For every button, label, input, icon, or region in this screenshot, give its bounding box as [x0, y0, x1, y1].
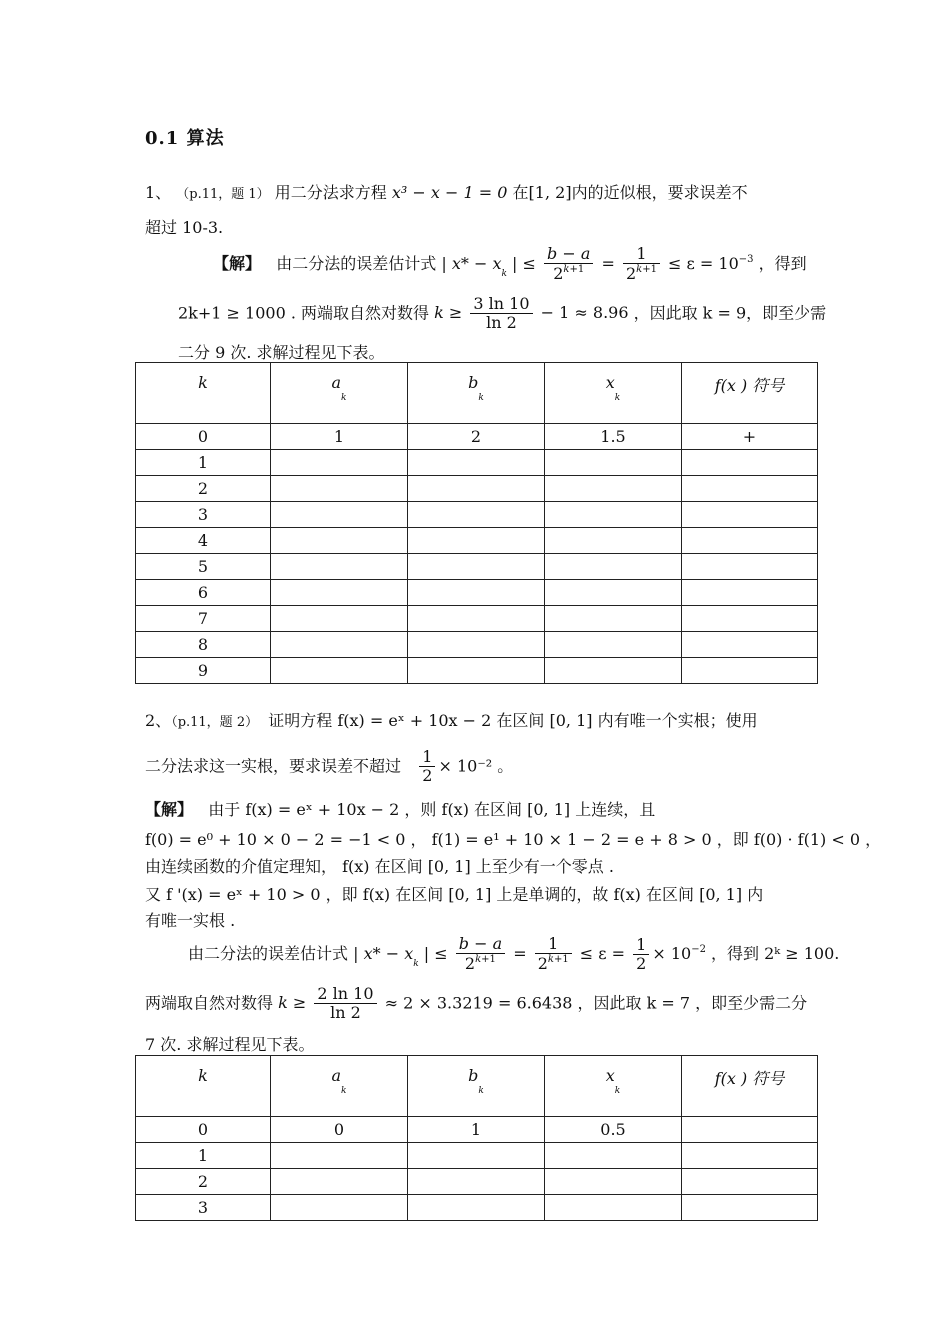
- solution-label-2: 【解】: [145, 800, 194, 819]
- section-title: 0.1 算法: [145, 128, 225, 149]
- solution-2-line6-a: 由二分法的误差估计式: [188, 943, 349, 963]
- solution-2-text-1: 由于 f(x) = eˣ + 10x − 2 ，则 f(x) 在区间 [0, 1] 上连续，且: [208, 800, 656, 819]
- header-a: $a_k$: [271, 363, 408, 424]
- solution-2-line6-b: ，得到 2ᵏ ≥ 100.: [711, 943, 840, 963]
- table-cell: [408, 1169, 545, 1195]
- table-cell: [408, 554, 545, 580]
- problem-1-text-a: 用二分法求方程: [274, 183, 387, 202]
- table-row: [136, 554, 818, 580]
- header-x-label: x: [605, 1066, 615, 1085]
- table-row: [136, 632, 818, 658]
- table-cell: 3: [136, 1195, 271, 1221]
- problem-1-line-1: [145, 180, 748, 203]
- table-cell: [408, 528, 545, 554]
- problem-2-text-a: 证明方程 f(x) = eˣ + 10x − 2 在区间 [0, 1] 内有唯一个实根；使用: [268, 711, 758, 730]
- table-cell: [271, 450, 408, 476]
- table-cell: 8: [136, 632, 271, 658]
- header-k: k: [136, 363, 271, 424]
- problem-2-line-2: [145, 748, 513, 786]
- table-cell: [271, 554, 408, 580]
- table-row: [136, 658, 818, 684]
- table-cell: [408, 632, 545, 658]
- table-cell: [682, 632, 818, 658]
- solution-label-1: 【解】: [213, 253, 262, 273]
- table-cell: 2: [136, 476, 271, 502]
- table-cell: 4: [136, 528, 271, 554]
- table-row: [136, 1169, 818, 1195]
- table-cell: [682, 1195, 818, 1221]
- header-sign-label: f(x ) 符号: [714, 376, 785, 395]
- solution-1-text: 由二分法的误差估计式: [276, 253, 437, 273]
- table-cell: [545, 1169, 682, 1195]
- table-cell: [545, 632, 682, 658]
- table-1-header-row: [136, 363, 818, 424]
- table-cell: [545, 658, 682, 684]
- table-row: [136, 476, 818, 502]
- table-cell: [271, 1143, 408, 1169]
- header-a-label: a: [331, 373, 342, 392]
- table-cell: [545, 606, 682, 632]
- problem-2-solution-line-6: [188, 935, 839, 974]
- table-cell: [682, 658, 818, 684]
- table-cell: 2: [408, 424, 545, 450]
- solution-1-line2-a: 2k+1 ≥ 1000 . 两端取自然对数得: [178, 303, 430, 323]
- table-cell: [682, 1143, 818, 1169]
- problem-2-solution-line-1: [145, 797, 655, 820]
- problem-1-text-b: 在[1, 2]内的近似根，要求误差不: [512, 183, 748, 202]
- table-cell: [408, 502, 545, 528]
- table-cell: [271, 658, 408, 684]
- table-cell: [408, 450, 545, 476]
- table-cell: [271, 580, 408, 606]
- half-fraction: $\frac{1}{2}$: [419, 748, 435, 786]
- header-k: k: [136, 1056, 271, 1117]
- problem-1-solution-line-3: 二分 9 次. 求解过程见下表。: [178, 343, 385, 362]
- table-2-header-row: [136, 1056, 818, 1117]
- table-row: [136, 450, 818, 476]
- table-cell: [408, 1195, 545, 1221]
- table-cell: 9: [136, 658, 271, 684]
- solution-2-line7-b: ≈ 2 × 3.3219 = 6.6438 ，因此取 k = 7 ，即至少需二分: [384, 993, 808, 1013]
- table-cell: [545, 502, 682, 528]
- table-cell: [271, 476, 408, 502]
- problem-2-line-1: [145, 708, 758, 731]
- problem-2-solution-line-3: 由连续函数的介值定理知， f(x) 在区间 [0, 1] 上至少有一个零点 .: [145, 857, 614, 876]
- table-cell: [271, 632, 408, 658]
- header-x-label: x: [605, 373, 615, 392]
- table-cell: 3: [136, 502, 271, 528]
- table-cell: 1: [271, 424, 408, 450]
- header-b-label: b: [468, 373, 479, 392]
- problem-2-ref: （p.11，题 2）: [171, 715, 259, 730]
- header-b-label: b: [468, 1066, 479, 1085]
- problem-1-number: 1、: [145, 183, 172, 202]
- solution-1-result: ，得到: [758, 253, 807, 273]
- header-x: $x_k$: [545, 363, 682, 424]
- table-cell: [682, 554, 818, 580]
- table-cell: [682, 502, 818, 528]
- table-cell: [545, 450, 682, 476]
- table-cell: 1: [136, 1143, 271, 1169]
- table-cell: [682, 580, 818, 606]
- table-1-body: [136, 424, 818, 684]
- log-formula-2: k ≥ $\frac{2 \ln 10}{\ln 2}$: [278, 993, 379, 1012]
- table-row: [136, 1117, 818, 1143]
- table-cell: [682, 476, 818, 502]
- header-sign-label: f(x ) 符号: [714, 1069, 785, 1088]
- log-formula-1: k ≥ $\frac{3 \ln 10}{\ln 2}$ − 1 ≈ 8.96: [434, 294, 634, 333]
- problem-2-solution-line-4: 又 f '(x) = eˣ + 10 > 0 ，即 f(x) 在区间 [0, 1] 上是单调的，故 f(x) 在区间 [0, 1] 内: [145, 885, 764, 904]
- error-estimate-formula-2: | $x* - x_k$ | ≤ $\frac{b - a}{2^{k+1}}$ = $\frac{1}{2^{k+1}}$ ≤ ε = $\frac{1}{2}$ × $10^{-2}$: [353, 934, 706, 974]
- table-cell: 0: [271, 1117, 408, 1143]
- header-b: $b_k$: [408, 363, 545, 424]
- table-2-body: [136, 1117, 818, 1221]
- table-cell: 0: [136, 424, 271, 450]
- header-a-label: a: [331, 1066, 342, 1085]
- problem-2-number: 2、: [145, 711, 172, 730]
- table-cell: 5: [136, 554, 271, 580]
- table-row: [136, 424, 818, 450]
- table-cell: [545, 554, 682, 580]
- table-cell: [682, 1169, 818, 1195]
- table-cell: [545, 476, 682, 502]
- table-cell: [408, 1143, 545, 1169]
- problem-1-solution-line-1: [213, 245, 807, 284]
- table-cell: 1: [136, 450, 271, 476]
- header-sign: [682, 1056, 818, 1117]
- table-cell: [682, 450, 818, 476]
- table-cell: [408, 476, 545, 502]
- bisection-table-2: [135, 1055, 818, 1221]
- problem-2-line2-text: 二分法求这一实根，要求误差不超过: [145, 756, 402, 776]
- table-row: [136, 580, 818, 606]
- problem-2-solution-line-7: [145, 985, 807, 1023]
- table-cell: [682, 1117, 818, 1143]
- problem-1-line-2: 超过 10-3.: [145, 218, 224, 237]
- problem-1-ref: （p.11，题 1）: [176, 187, 270, 202]
- table-cell: [271, 502, 408, 528]
- table-row: [136, 1143, 818, 1169]
- header-sign: [682, 363, 818, 424]
- table-cell: [408, 606, 545, 632]
- table-cell: 0: [136, 1117, 271, 1143]
- table-cell: [408, 580, 545, 606]
- problem-2-solution-line-2: f(0) = e⁰ + 10 × 0 − 2 = −1 < 0 ， f(1) = e¹ + 10 × 1 − 2 = e + 8 > 0 ，即 f(0) · f(1) < 0 ，: [145, 830, 882, 849]
- problem-2-solution-line-8: 7 次. 求解过程见下表。: [145, 1035, 315, 1054]
- table-cell: [271, 1169, 408, 1195]
- error-estimate-formula-1: | $x* - x_k$ | ≤ $\frac{b - a}{2^{k+1}}$ = $\frac{1}{2^{k+1}}$ ≤ $\varepsilon = 10^{-3}$: [441, 244, 754, 284]
- table-cell: [545, 1195, 682, 1221]
- problem-2-line2-end: × 10⁻² 。: [438, 756, 514, 776]
- solution-1-line2-b: ，因此取 k = 9，即至少需: [633, 303, 827, 323]
- table-cell: 0.5: [545, 1117, 682, 1143]
- table-cell: [271, 528, 408, 554]
- table-cell: 7: [136, 606, 271, 632]
- problem-1-solution-line-2: [178, 295, 826, 333]
- solution-2-line7-a: 两端取自然对数得: [145, 993, 274, 1013]
- table-cell: 2: [136, 1169, 271, 1195]
- table-cell: [682, 606, 818, 632]
- table-row: [136, 502, 818, 528]
- table-row: [136, 606, 818, 632]
- table-cell: [545, 1143, 682, 1169]
- header-x: $x_k$: [545, 1056, 682, 1117]
- table-cell: [545, 580, 682, 606]
- problem-1-equation: x³ − x − 1 = 0: [391, 183, 508, 202]
- table-cell: [545, 528, 682, 554]
- table-cell: [408, 658, 545, 684]
- problem-2-solution-line-5: 有唯一实根 .: [145, 911, 236, 930]
- table-cell: 1.5: [545, 424, 682, 450]
- table-row: [136, 1195, 818, 1221]
- table-cell: [682, 528, 818, 554]
- table-cell: 1: [408, 1117, 545, 1143]
- header-a: $a_k$: [271, 1056, 408, 1117]
- table-cell: 6: [136, 580, 271, 606]
- table-row: [136, 528, 818, 554]
- table-cell: [271, 1195, 408, 1221]
- bisection-table-1: [135, 362, 818, 684]
- header-b: $b_k$: [408, 1056, 545, 1117]
- table-cell: +: [682, 424, 818, 450]
- table-cell: [271, 606, 408, 632]
